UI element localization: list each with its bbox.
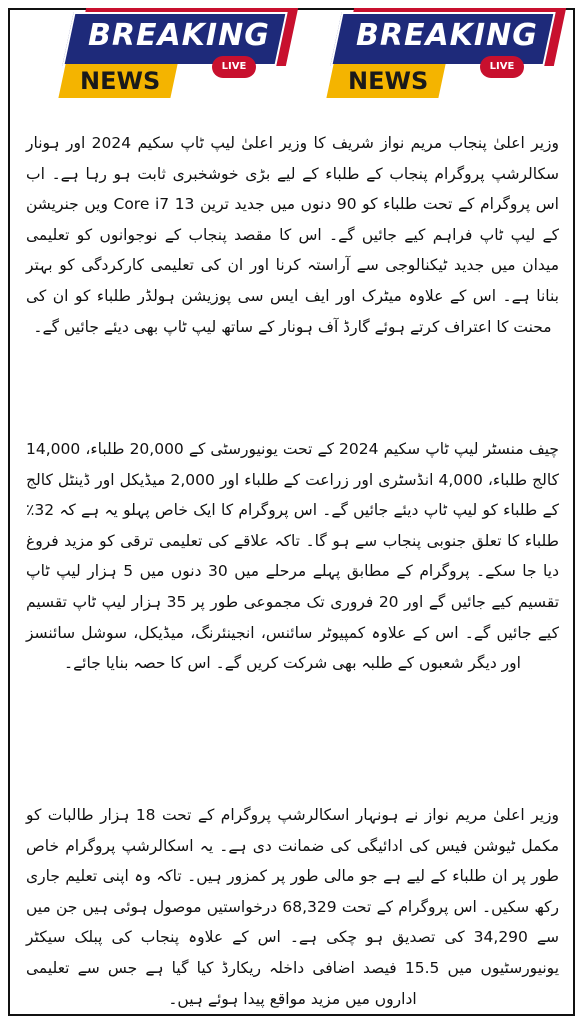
live-badge: LIVE bbox=[212, 56, 256, 78]
banner-subtitle: NEWS bbox=[80, 67, 161, 95]
breaking-news-banner-left bbox=[62, 0, 292, 100]
breaking-news-banner-right bbox=[330, 0, 560, 100]
article-paragraph-3: وزیر اعلیٰ مریم نواز نے ہونہار اسکالرشپ پروگرام کے تحت 18 ہزار طالبات کو مکمل ٹیوشن فیس کی ادائیگی کی ضمانت دی ہے۔ یہ اسکالرشپ پروگرام خاص طور پر ان طلباء کے لیے ہے جو مالی طور پر کمزور ہیں۔ تاکہ وہ اپنی تعلیم جاری رکھ سکیں۔ اس پروگرام کے تحت 68,329 درخواستیں موصول ہوئی ہیں جن میں سے 34,290 کی تصدیق ہو چکی ہے۔ اس کے علاوہ پنجاب کی پبلک سیکٹر یونیورسٹیوں میں 15.5 فیصد اضافی داخلہ ریکارڈ کیا گیا ہے جس سے تعلیمی اداروں میں مزید مواقع پیدا ہوئے ہیں۔ bbox=[26, 806, 560, 1008]
live-badge: LIVE bbox=[480, 56, 524, 78]
banner-title: BREAKING bbox=[88, 18, 270, 53]
banner-title: BREAKING bbox=[356, 18, 538, 53]
article-paragraph-1: وزیر اعلیٰ پنجاب مریم نواز شریف کا وزیر اعلیٰ لیپ ٹاپ سکیم 2024 اور ہونار سکالرشپ پروگرام پنجاب کے طلباء کے لیے بڑی خوشخبری ثابت ہو رہا ہے۔ اب اس پروگرام کے تحت طلباء کو 90 دنوں میں جدید ترین Core i7 13 ویں جنریشن کے لیپ ٹاپ فراہم کیے جائیں گے۔ اس کا مقصد پنجاب کے نوجوانوں کو تعلیمی میدان میں جدید ٹیکنالوجی سے آراستہ کرنا اور ان کی تعلیمی کارکردگی کو بہتر بنانا ہے۔ اس کے علاوہ میٹرک اور ایف ایس سی پوزیشن ہولڈر طلباء کو ان کی محنت کا اعتراف کرتے ہوئے گارڈ آف ہونار کے ساتھ لیپ ٹاپ بھی دیئے جائیں گے۔ bbox=[26, 134, 559, 336]
article-paragraph-2: چیف منسٹر لیپ ٹاپ سکیم 2024 کے تحت یونیورسٹی کے 20,000 طلباء، 14,000 کالج طلباء، 4,000 انڈسٹری اور زراعت کے طلباء اور 2,000 میڈیکل اور ڈینٹل کالج کے طلباء کو لیپ ٹاپ دیئے جائیں گے۔ اس پروگرام کا ایک خاص پہلو یہ ہے کہ 32٪ طلباء کا تعلق جنوبی پنجاب سے ہو گا۔ تاکہ علاقے کی تعلیمی ترقی کو مزید فروغ دیا جا سکے۔ پروگرام کے مطابق پہلے مرحلے میں 30 دنوں میں 5 ہزار لیپ ٹاپ تقسیم کیے جائیں گے اور 20 فروری تک مجموعی طور پر 35 ہزار لیپ ٹاپ تقسیم کیے جائیں گے۔ اس کے علاوہ کمپیوٹر سائنس، انجینئرنگ، میڈیکل، سوشل سائنسز اور دیگر شعبوں کے طلبہ بھی شرکت کریں گے۔ اس کا حصہ بنایا جائے۔ bbox=[26, 440, 560, 673]
banner-subtitle: NEWS bbox=[348, 67, 429, 95]
